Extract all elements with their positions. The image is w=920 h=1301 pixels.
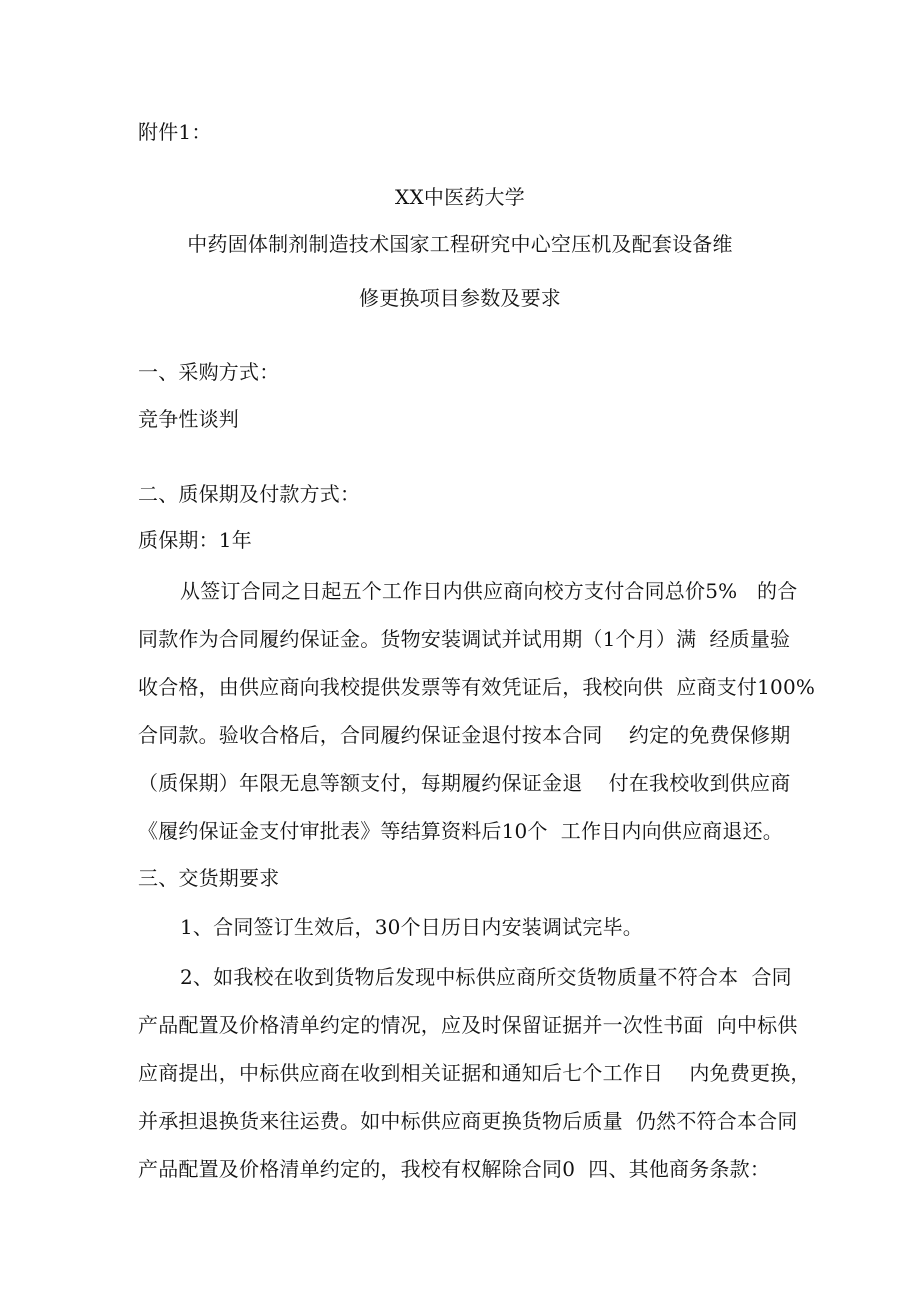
title-line-3: 修更换项目参数及要求 [359, 286, 561, 310]
delivery-item-2-line: 产品配置及价格清单约定的，我校有权解除合同0 四、其他商务条款： [138, 1157, 771, 1181]
delivery-item-2-line: 产品配置及价格清单约定的情况，应及时保留证据并一次性书面 向中标供 [138, 1013, 798, 1037]
payment-paragraph-line: （质保期）年限无息等额支付，每期履约保证金退 付在我校收到供应商 [138, 771, 791, 795]
title-line-1: XX中医药大学 [395, 185, 525, 209]
delivery-item-2-line: 并承担退换货来往运费。如中标供应商更换货物后质量 仍然不符合本合同 [138, 1109, 798, 1133]
payment-paragraph-line: 《履约保证金支付审批表》等结算资料后10个 工作日内向供应商退还。 [138, 819, 783, 843]
delivery-item-2-line: 2、如我校在收到货物后发现中标供应商所交货物质量不符合本 合同 [180, 965, 792, 989]
payment-paragraph-line: 同款作为合同履约保证金。货物安装调试并试用期（1个月）满 经质量验 [138, 627, 791, 651]
delivery-item-2-line: 应商提出，中标供应商在收到相关证据和通知后七个工作日 内免费更换， [138, 1061, 811, 1085]
warranty-period: 质保期：1年 [138, 528, 252, 552]
payment-paragraph-line: 收合格，由供应商向我校提供发票等有效凭证后，我校向供 应商支付100% [138, 675, 816, 699]
title-line-2: 中药固体制剂制造技术国家工程研究中心空压机及配套设备维 [187, 232, 733, 256]
payment-paragraph-line: 从签订合同之日起五个工作日内供应商向校方支付合同总价5% 的合 [180, 579, 798, 603]
payment-paragraph-line: 合同款。验收合格后，合同履约保证金退付按本合同 约定的免费保修期 [138, 723, 791, 747]
section-1-heading: 一、采购方式： [138, 360, 280, 384]
section-3-heading: 三、交货期要求 [138, 866, 280, 890]
attachment-label: 附件1： [138, 120, 212, 144]
section-1-body: 竞争性谈判 [138, 407, 239, 431]
delivery-item-1: 1、合同签订生效后，30个日历日内安装调试完毕。 [180, 915, 643, 939]
section-2-heading: 二、质保期及付款方式： [138, 482, 361, 506]
